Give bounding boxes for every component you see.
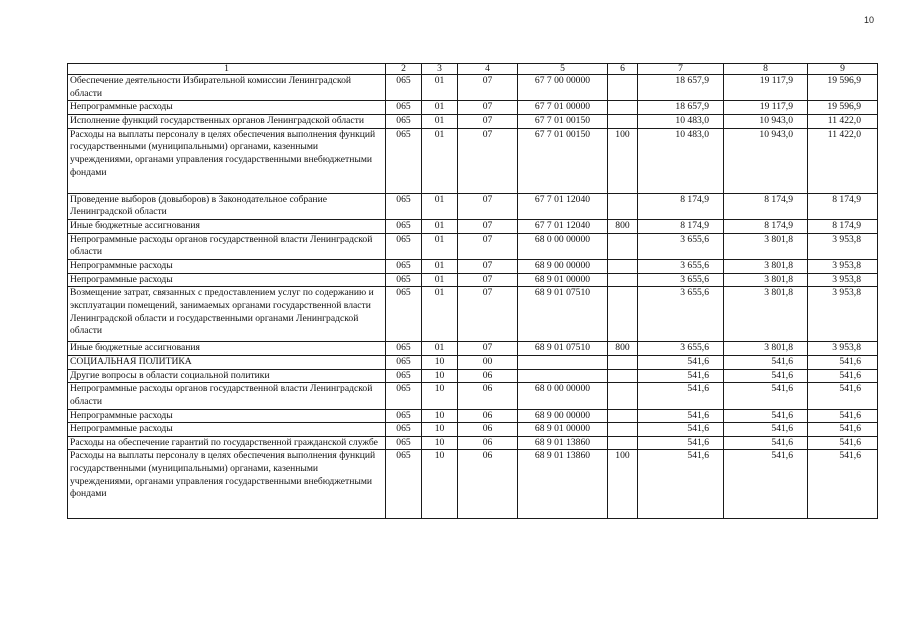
table-row xyxy=(68,436,878,450)
header-cell: 7 xyxy=(638,64,724,75)
row-name-cell: Иные бюджетные ассигнования xyxy=(68,219,386,233)
header-cell: 2 xyxy=(386,64,422,75)
table-row xyxy=(68,450,878,519)
amount-year2-cell: 10 943,0 xyxy=(724,128,808,193)
target-article-cell: 68 9 01 07510 xyxy=(518,342,608,356)
subsection-cell: 07 xyxy=(458,259,518,273)
table-row xyxy=(68,219,878,233)
section-cell: 10 xyxy=(422,369,458,383)
amount-year2-cell: 541,6 xyxy=(724,423,808,437)
ministry-code-cell: 065 xyxy=(386,355,422,369)
target-article-cell: 68 9 00 00000 xyxy=(518,409,608,423)
amount-year3-cell: 541,6 xyxy=(808,383,878,409)
amount-year1-cell: 10 483,0 xyxy=(638,114,724,128)
ministry-code-cell: 065 xyxy=(386,233,422,259)
subsection-cell: 06 xyxy=(458,383,518,409)
table-row xyxy=(68,383,878,409)
amount-year1-cell: 3 655,6 xyxy=(638,342,724,356)
section-cell: 01 xyxy=(422,193,458,219)
table-row xyxy=(68,355,878,369)
expense-type-cell: 100 xyxy=(608,450,638,519)
section-cell: 10 xyxy=(422,409,458,423)
amount-year1-cell: 8 174,9 xyxy=(638,193,724,219)
ministry-code-cell: 065 xyxy=(386,436,422,450)
section-cell: 01 xyxy=(422,273,458,287)
amount-year3-cell: 19 596,9 xyxy=(808,75,878,101)
ministry-code-cell: 065 xyxy=(386,75,422,101)
header-cell: 3 xyxy=(422,64,458,75)
ministry-code-cell: 065 xyxy=(386,101,422,115)
table-row xyxy=(68,114,878,128)
amount-year2-cell: 3 801,8 xyxy=(724,259,808,273)
table-row xyxy=(68,287,878,342)
row-name-cell: Расходы на обеспечение гарантий по государственной гражданской службе xyxy=(68,436,386,450)
section-cell: 01 xyxy=(422,233,458,259)
target-article-cell: 67 7 01 00000 xyxy=(518,101,608,115)
ministry-code-cell: 065 xyxy=(386,193,422,219)
target-article-cell: 68 9 01 13860 xyxy=(518,436,608,450)
section-cell: 01 xyxy=(422,259,458,273)
row-name-cell: Непрограммные расходы xyxy=(68,259,386,273)
amount-year1-cell: 541,6 xyxy=(638,369,724,383)
subsection-cell: 07 xyxy=(458,273,518,287)
expense-type-cell xyxy=(608,259,638,273)
row-name-cell: Другие вопросы в области социальной политики xyxy=(68,369,386,383)
amount-year2-cell: 8 174,9 xyxy=(724,219,808,233)
row-name-cell: СОЦИАЛЬНАЯ ПОЛИТИКА xyxy=(68,355,386,369)
amount-year3-cell: 541,6 xyxy=(808,423,878,437)
table-row xyxy=(68,423,878,437)
header-cell: 4 xyxy=(458,64,518,75)
expense-type-cell xyxy=(608,369,638,383)
target-article-cell: 67 7 01 00150 xyxy=(518,128,608,193)
target-article-cell: 67 7 00 00000 xyxy=(518,75,608,101)
amount-year2-cell: 8 174,9 xyxy=(724,193,808,219)
section-cell: 10 xyxy=(422,436,458,450)
amount-year3-cell: 541,6 xyxy=(808,369,878,383)
subsection-cell: 06 xyxy=(458,369,518,383)
row-name-cell: Непрограммные расходы xyxy=(68,409,386,423)
section-cell: 01 xyxy=(422,128,458,193)
amount-year1-cell: 10 483,0 xyxy=(638,128,724,193)
amount-year1-cell: 18 657,9 xyxy=(638,75,724,101)
amount-year3-cell: 541,6 xyxy=(808,436,878,450)
section-cell: 10 xyxy=(422,355,458,369)
amount-year1-cell: 18 657,9 xyxy=(638,101,724,115)
row-name-cell: Непрограммные расходы органов государственной власти Ленинградской области xyxy=(68,233,386,259)
amount-year2-cell: 541,6 xyxy=(724,450,808,519)
expense-type-cell xyxy=(608,233,638,259)
subsection-cell: 07 xyxy=(458,342,518,356)
target-article-cell: 68 9 01 00000 xyxy=(518,423,608,437)
amount-year1-cell: 541,6 xyxy=(638,383,724,409)
subsection-cell: 06 xyxy=(458,436,518,450)
target-article-cell xyxy=(518,355,608,369)
amount-year3-cell: 3 953,8 xyxy=(808,287,878,342)
subsection-cell: 07 xyxy=(458,128,518,193)
expense-type-cell xyxy=(608,423,638,437)
row-name-cell: Расходы на выплаты персоналу в целях обеспечения выполнения функций государственными (муниципальными) органами, казенными учреждениями, органами управления государственными внебюджетными фондами xyxy=(68,128,386,193)
expense-type-cell xyxy=(608,101,638,115)
amount-year1-cell: 3 655,6 xyxy=(638,273,724,287)
target-article-cell xyxy=(518,369,608,383)
subsection-cell: 07 xyxy=(458,193,518,219)
row-name-cell: Непрограммные расходы органов государственной власти Ленинградской области xyxy=(68,383,386,409)
budget-table xyxy=(67,63,878,519)
ministry-code-cell: 065 xyxy=(386,114,422,128)
row-name-cell: Возмещение затрат, связанных с предоставлением услуг по содержанию и эксплуатации помещений, занимаемых органами государственной власти Ленинградской области и государственными органами Ленинградской области xyxy=(68,287,386,342)
subsection-cell: 07 xyxy=(458,287,518,342)
amount-year2-cell: 541,6 xyxy=(724,409,808,423)
amount-year1-cell: 3 655,6 xyxy=(638,259,724,273)
amount-year3-cell: 19 596,9 xyxy=(808,101,878,115)
amount-year2-cell: 3 801,8 xyxy=(724,287,808,342)
section-cell: 01 xyxy=(422,342,458,356)
subsection-cell: 06 xyxy=(458,409,518,423)
amount-year3-cell: 541,6 xyxy=(808,409,878,423)
target-article-cell: 67 7 01 12040 xyxy=(518,219,608,233)
table-header-row xyxy=(68,64,878,75)
table-row xyxy=(68,101,878,115)
expense-type-cell: 800 xyxy=(608,342,638,356)
header-cell: 8 xyxy=(724,64,808,75)
row-name-cell: Расходы на выплаты персоналу в целях обеспечения выполнения функций государственными (муниципальными) органами, казенными учреждениями, органами управления государственными внебюджетными фондами xyxy=(68,450,386,519)
ministry-code-cell: 065 xyxy=(386,219,422,233)
amount-year1-cell: 541,6 xyxy=(638,450,724,519)
target-article-cell: 68 9 01 00000 xyxy=(518,273,608,287)
amount-year2-cell: 3 801,8 xyxy=(724,342,808,356)
ministry-code-cell: 065 xyxy=(386,273,422,287)
header-cell: 6 xyxy=(608,64,638,75)
ministry-code-cell: 065 xyxy=(386,369,422,383)
amount-year3-cell: 8 174,9 xyxy=(808,219,878,233)
expense-type-cell xyxy=(608,409,638,423)
table-row xyxy=(68,273,878,287)
expense-type-cell xyxy=(608,114,638,128)
amount-year3-cell: 11 422,0 xyxy=(808,114,878,128)
amount-year2-cell: 10 943,0 xyxy=(724,114,808,128)
expense-type-cell: 100 xyxy=(608,128,638,193)
expense-type-cell xyxy=(608,273,638,287)
section-cell: 01 xyxy=(422,219,458,233)
amount-year2-cell: 19 117,9 xyxy=(724,101,808,115)
section-cell: 10 xyxy=(422,450,458,519)
subsection-cell: 06 xyxy=(458,423,518,437)
ministry-code-cell: 065 xyxy=(386,342,422,356)
subsection-cell: 07 xyxy=(458,233,518,259)
subsection-cell: 07 xyxy=(458,101,518,115)
expense-type-cell xyxy=(608,436,638,450)
row-name-cell: Обеспечение деятельности Избирательной комиссии Ленинградской области xyxy=(68,75,386,101)
subsection-cell: 07 xyxy=(458,219,518,233)
amount-year2-cell: 541,6 xyxy=(724,383,808,409)
amount-year2-cell: 3 801,8 xyxy=(724,273,808,287)
amount-year1-cell: 541,6 xyxy=(638,423,724,437)
table-row xyxy=(68,259,878,273)
ministry-code-cell: 065 xyxy=(386,423,422,437)
amount-year1-cell: 541,6 xyxy=(638,355,724,369)
table-row xyxy=(68,193,878,219)
subsection-cell: 00 xyxy=(458,355,518,369)
ministry-code-cell: 065 xyxy=(386,409,422,423)
table-row xyxy=(68,128,878,193)
page-number: 10 xyxy=(864,15,875,25)
header-cell: 5 xyxy=(518,64,608,75)
row-name-cell: Иные бюджетные ассигнования xyxy=(68,342,386,356)
amount-year3-cell: 541,6 xyxy=(808,355,878,369)
amount-year3-cell: 3 953,8 xyxy=(808,259,878,273)
ministry-code-cell: 065 xyxy=(386,383,422,409)
amount-year3-cell: 541,6 xyxy=(808,450,878,519)
subsection-cell: 07 xyxy=(458,75,518,101)
table-row xyxy=(68,233,878,259)
row-name-cell: Непрограммные расходы xyxy=(68,273,386,287)
table-row xyxy=(68,342,878,356)
amount-year3-cell: 8 174,9 xyxy=(808,193,878,219)
amount-year2-cell: 3 801,8 xyxy=(724,233,808,259)
row-name-cell: Непрограммные расходы xyxy=(68,423,386,437)
amount-year2-cell: 541,6 xyxy=(724,436,808,450)
expense-type-cell xyxy=(608,355,638,369)
expense-type-cell xyxy=(608,193,638,219)
table-row xyxy=(68,409,878,423)
amount-year1-cell: 3 655,6 xyxy=(638,287,724,342)
section-cell: 01 xyxy=(422,114,458,128)
section-cell: 10 xyxy=(422,423,458,437)
amount-year1-cell: 541,6 xyxy=(638,409,724,423)
section-cell: 01 xyxy=(422,287,458,342)
target-article-cell: 67 7 01 12040 xyxy=(518,193,608,219)
amount-year1-cell: 541,6 xyxy=(638,436,724,450)
target-article-cell: 68 9 00 00000 xyxy=(518,259,608,273)
ministry-code-cell: 065 xyxy=(386,259,422,273)
expense-type-cell xyxy=(608,383,638,409)
subsection-cell: 07 xyxy=(458,114,518,128)
amount-year2-cell: 541,6 xyxy=(724,355,808,369)
subsection-cell: 06 xyxy=(458,450,518,519)
amount-year2-cell: 19 117,9 xyxy=(724,75,808,101)
table-row xyxy=(68,75,878,101)
target-article-cell: 68 0 00 00000 xyxy=(518,383,608,409)
section-cell: 10 xyxy=(422,383,458,409)
section-cell: 01 xyxy=(422,101,458,115)
ministry-code-cell: 065 xyxy=(386,287,422,342)
header-cell: 1 xyxy=(68,64,386,75)
expense-type-cell xyxy=(608,287,638,342)
amount-year1-cell: 8 174,9 xyxy=(638,219,724,233)
amount-year2-cell: 541,6 xyxy=(724,369,808,383)
row-name-cell: Исполнение функций государственных органов Ленинградской области xyxy=(68,114,386,128)
target-article-cell: 68 9 01 07510 xyxy=(518,287,608,342)
section-cell: 01 xyxy=(422,75,458,101)
row-name-cell: Проведение выборов (довыборов) в Законодательное собрание Ленинградской области xyxy=(68,193,386,219)
amount-year3-cell: 3 953,8 xyxy=(808,233,878,259)
expense-type-cell: 800 xyxy=(608,219,638,233)
ministry-code-cell: 065 xyxy=(386,128,422,193)
target-article-cell: 67 7 01 00150 xyxy=(518,114,608,128)
header-cell: 9 xyxy=(808,64,878,75)
row-name-cell: Непрограммные расходы xyxy=(68,101,386,115)
target-article-cell: 68 0 00 00000 xyxy=(518,233,608,259)
amount-year1-cell: 3 655,6 xyxy=(638,233,724,259)
ministry-code-cell: 065 xyxy=(386,450,422,519)
amount-year3-cell: 3 953,8 xyxy=(808,273,878,287)
amount-year3-cell: 11 422,0 xyxy=(808,128,878,193)
expense-type-cell xyxy=(608,75,638,101)
table-row xyxy=(68,369,878,383)
amount-year3-cell: 3 953,8 xyxy=(808,342,878,356)
target-article-cell: 68 9 01 13860 xyxy=(518,450,608,519)
